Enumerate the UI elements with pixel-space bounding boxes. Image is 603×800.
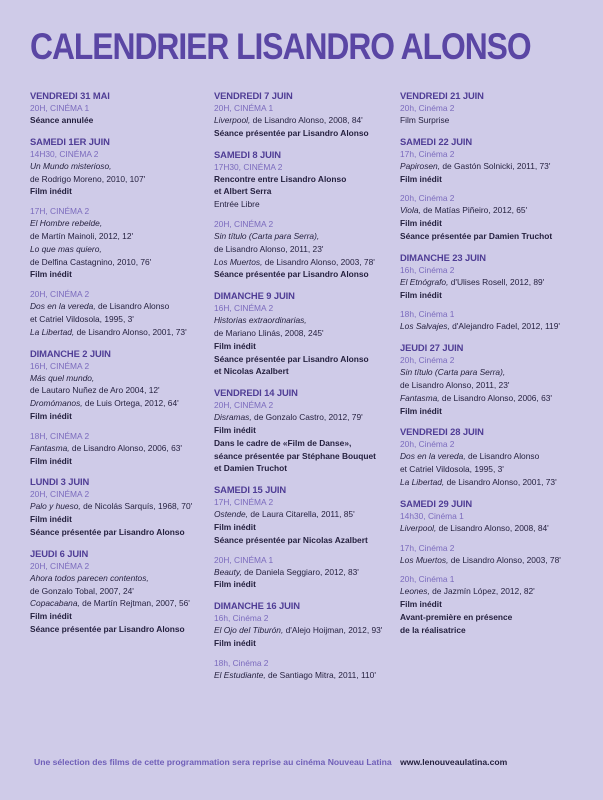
screening-time: 16H, CINÉMA 2	[30, 360, 90, 371]
website-link[interactable]: www.lenouveaulatina.com	[400, 757, 508, 767]
film-line	[30, 326, 220, 339]
film-title: Sin título (Carta para Serra),	[214, 230, 320, 241]
day-block	[400, 252, 590, 333]
film-line	[400, 160, 590, 173]
film-line	[30, 217, 220, 230]
film-title: Leones,	[400, 586, 430, 597]
film-credits: de Lisandro Alonso, 2006, 63'	[439, 392, 552, 403]
film-credits: de Lisandro Alonso, 2006, 63'	[69, 442, 182, 453]
film-title: Dos en la vereda,	[30, 301, 96, 312]
screening	[214, 399, 404, 475]
screening	[30, 205, 220, 281]
film-line	[30, 397, 220, 410]
screening-time: 20h, Cinéma 2	[400, 103, 455, 113]
screening-note: Séance présentée par Lisandro Alonso	[214, 353, 369, 364]
film-line	[214, 198, 404, 211]
film-line	[30, 585, 220, 598]
screening-note: Film inédit	[400, 173, 442, 184]
screening	[400, 102, 590, 127]
day-heading: VENDREDI 7 JUIN	[214, 90, 293, 101]
screening	[30, 102, 220, 127]
film-title: Lo que mas quiero,	[30, 243, 102, 254]
film-line	[30, 256, 220, 269]
day-heading: LUNDI 3 JUIN	[30, 476, 90, 488]
film-line	[214, 230, 404, 243]
screening-note: Film inédit	[214, 340, 256, 351]
screening-note: Film inédit	[30, 611, 72, 622]
day-block	[214, 600, 404, 681]
film-credits: de Luis Ortega, 2012, 64'	[82, 398, 179, 409]
calendar-column-1	[30, 90, 220, 645]
film-line	[400, 476, 590, 489]
film-title: Liverpool,	[400, 522, 437, 533]
screening-note: Film inédit	[400, 218, 442, 229]
film-credits: de Jazmín López, 2012, 82'	[429, 586, 535, 597]
film-line	[400, 450, 590, 463]
film-line	[30, 243, 220, 256]
screening-note: de la réalisatrice	[400, 624, 466, 635]
film-line	[400, 204, 590, 217]
day-block	[400, 136, 590, 243]
film-title: Dos en la vereda,	[400, 451, 466, 462]
screening-time: 18h, Cinéma 2	[214, 657, 269, 668]
film-credits: de Nicolás Sarquís, 1968, 70'	[80, 501, 193, 512]
screening-note: Séance présentée par Damien Truchot	[400, 230, 553, 241]
screening-time: 20H, CINÉMA 2	[30, 489, 90, 500]
screening-time: 20h, Cinéma 2	[400, 193, 455, 204]
film-credits: de Lisandro Alonso, 2001, 73'	[444, 476, 557, 487]
screening-time: 20H, CINÉMA 2	[214, 400, 274, 411]
film-title: El Etnógrafo,	[400, 276, 449, 287]
film-line	[400, 522, 590, 535]
day-block	[30, 136, 220, 339]
screening-note: Film inédit	[214, 521, 256, 532]
film-title: Ahora todos parecen contentos,	[30, 572, 149, 583]
screening-time: 17h, Cinéma 2	[400, 148, 455, 159]
film-line	[400, 366, 590, 379]
screening-time: 16H, CINÉMA 2	[214, 303, 274, 314]
screening	[30, 288, 220, 338]
screening-note: Film inédit	[30, 410, 72, 421]
screening-time: 17H, CINÉMA 2	[214, 497, 274, 508]
film-line	[30, 442, 220, 455]
film-title: La Libertad,	[400, 476, 445, 487]
day-heading: VENDREDI 21 JUIN	[400, 90, 484, 101]
screening	[400, 264, 590, 302]
film-credits: de Laura Citarella, 2011, 85'	[248, 509, 355, 520]
screening	[30, 148, 220, 198]
screening	[214, 612, 404, 650]
film-title: Fantasma,	[400, 392, 440, 403]
screening-time: 16h, Cinéma 2	[400, 264, 455, 275]
screening-time: 14h30, Cinéma 1	[400, 510, 464, 521]
screening-time: 20H, CINÉMA 2	[214, 218, 274, 229]
day-block	[400, 426, 590, 488]
screening-note: Film inédit	[30, 514, 72, 525]
screening	[214, 302, 404, 378]
film-title: Dromómanos,	[30, 398, 83, 409]
screening-time: 16h, Cinéma 2	[214, 613, 269, 624]
film-credits: Entrée Libre	[214, 199, 260, 210]
screening-time: 17H, CINÉMA 2	[30, 206, 90, 217]
film-credits: et Catriel Vildosola, 1995, 3'	[30, 313, 134, 324]
film-line	[214, 566, 404, 579]
film-line	[214, 669, 404, 682]
film-line	[30, 500, 220, 513]
screening-note: et Nicolas Azalbert	[214, 366, 289, 377]
screening-note: Séance présentée par Lisandro Alonso	[214, 127, 369, 138]
day-block	[214, 484, 404, 591]
screening-note: et Damien Truchot	[214, 463, 288, 474]
film-line	[400, 392, 590, 405]
film-title: Beauty,	[214, 566, 242, 577]
screening	[400, 438, 590, 488]
day-heading: DIMANCHE 16 JUIN	[214, 600, 300, 612]
day-block	[214, 290, 404, 378]
screening	[214, 496, 404, 546]
day-block	[30, 548, 220, 636]
screening	[30, 430, 220, 468]
screening-note: et Albert Serra	[214, 186, 272, 197]
film-line	[214, 243, 404, 256]
day-heading: DIMANCHE 23 JUIN	[400, 251, 486, 263]
day-block	[30, 348, 220, 468]
film-credits: de Matías Piñeiro, 2012, 65'	[420, 205, 528, 216]
screening-time: 20H, CINÉMA 2	[30, 560, 90, 571]
film-title: Fantasma,	[30, 442, 70, 453]
day-heading: SAMEDI 29 JUIN	[400, 497, 473, 509]
film-title: Sin título (Carta para Serra),	[400, 367, 506, 378]
screening	[214, 102, 404, 140]
film-line	[400, 554, 590, 567]
film-line	[214, 508, 404, 521]
screening-note: séance présentée par Stéphane Bouquet	[214, 450, 376, 461]
footer	[34, 757, 507, 767]
calendar-column-3	[400, 90, 590, 646]
screening-time: 20h, Cinéma 2	[400, 355, 455, 366]
screening	[400, 573, 590, 636]
film-title: Historias extraordinarias,	[214, 315, 307, 326]
day-block	[214, 90, 404, 140]
screening-note: Séance présentée par Lisandro Alonso	[30, 526, 185, 537]
screening-note: Film inédit	[214, 637, 256, 648]
screening-note: Avant-première en présence	[400, 611, 513, 622]
film-line	[400, 463, 590, 476]
film-title: Los Muertos,	[214, 256, 263, 267]
screening-time: 20H, CINÉMA 1	[214, 554, 274, 565]
day-heading: VENDREDI 14 JUIN	[214, 387, 298, 399]
screening-time: 17h, Cinéma 2	[400, 542, 455, 553]
screening-note: Séance présentée par Nicolas Azalbert	[214, 534, 368, 545]
film-credits: de Lisandro Alonso, 2011, 23'	[400, 379, 510, 390]
film-line	[30, 230, 220, 243]
film-line	[30, 300, 220, 313]
film-title: Más quel mundo,	[30, 372, 95, 383]
day-block	[214, 149, 404, 282]
day-heading: JEUDI 6 JUIN	[30, 547, 89, 559]
film-title: El Estudiante,	[214, 669, 266, 680]
screening-time: 20H, CINÉMA 1	[214, 103, 274, 113]
film-title: El Ojo del Tiburón,	[214, 625, 284, 636]
film-line	[214, 327, 404, 340]
screening-note: Film inédit	[400, 289, 442, 300]
screening-time: 18h, Cinéma 1	[400, 309, 455, 320]
film-credits: de Mariano Llinás, 2008, 245'	[214, 327, 324, 338]
film-line	[214, 256, 404, 269]
day-heading: DIMANCHE 2 JUIN	[30, 347, 111, 359]
day-block	[400, 90, 590, 127]
film-line	[30, 173, 220, 186]
film-credits: de Rodrigo Moreno, 2010, 107'	[30, 173, 146, 184]
film-line	[400, 276, 590, 289]
screening-note: Séance présentée par Lisandro Alonso	[30, 623, 185, 634]
screening-note: Film inédit	[30, 455, 72, 466]
film-credits: d'Ulises Rosell, 2012, 89'	[448, 276, 545, 287]
film-credits: de Lisandro Alonso, 2008, 84'	[436, 522, 549, 533]
screening-note: Film inédit	[30, 186, 72, 197]
film-line	[30, 160, 220, 173]
film-line	[30, 597, 220, 610]
screening-note: Séance présentée par Lisandro Alonso	[214, 269, 369, 280]
screening	[30, 488, 220, 538]
film-title: Los Muertos,	[400, 554, 449, 565]
screening-time: 20H, CINÉMA 1	[30, 103, 90, 113]
screening-note: Film inédit	[214, 579, 256, 590]
film-credits: de Lisandro Alonso	[465, 451, 540, 462]
film-credits: de Lisandro Alonso, 2001, 73'	[74, 326, 187, 337]
film-credits: d'Alejo Hoijman, 2012, 93'	[283, 625, 383, 636]
screening-note: Film inédit	[30, 269, 72, 280]
screening	[400, 542, 590, 567]
screening	[400, 354, 590, 417]
day-heading: DIMANCHE 9 JUIN	[214, 290, 295, 302]
screening	[214, 161, 404, 211]
screening-time: 20h, Cinéma 1	[400, 574, 455, 585]
day-heading: VENDREDI 31 MAI	[30, 90, 110, 101]
film-line	[30, 384, 220, 397]
screening-time: 18H, CINÉMA 2	[30, 430, 90, 441]
day-heading: VENDREDI 28 JUIN	[400, 426, 484, 438]
film-credits: de Lisandro Alonso, 2008, 84'	[250, 115, 363, 125]
film-title: Los Salvajes,	[400, 321, 450, 332]
calendar-column-2	[214, 90, 404, 691]
film-line	[400, 585, 590, 598]
day-block	[400, 342, 590, 417]
film-credits: de Gonzalo Tobal, 2007, 24'	[30, 585, 134, 596]
page-title: CALENDRIER LISANDRO ALONSO	[30, 26, 531, 67]
film-title: Palo y hueso,	[30, 501, 81, 512]
screening	[400, 192, 590, 242]
film-credits: de Gonzalo Castro, 2012, 79'	[251, 412, 363, 423]
film-credits: de Lisandro Alonso	[95, 301, 170, 312]
day-heading: SAMEDI 22 JUIN	[400, 135, 473, 147]
film-credits: Film Surprise	[400, 115, 450, 125]
screening	[400, 510, 590, 535]
film-credits: de Martín Mainoli, 2012, 12'	[30, 230, 134, 241]
day-block	[400, 498, 590, 637]
screening	[214, 218, 404, 281]
day-heading: JEUDI 27 JUIN	[400, 342, 464, 354]
screening-note: Rencontre entre Lisandro Alonso	[214, 173, 347, 184]
film-credits: de Lisandro Alonso, 2003, 78'	[262, 256, 375, 267]
film-credits: de Delfina Castagnino, 2010, 76'	[30, 256, 152, 267]
film-line	[214, 114, 404, 127]
day-heading: SAMEDI 1ER JUIN	[30, 135, 110, 147]
film-credits: de Lisandro Alonso, 2011, 23'	[214, 243, 324, 254]
day-block	[30, 90, 220, 127]
film-title: Copacabana,	[30, 598, 80, 609]
screening-note: Film inédit	[400, 405, 442, 416]
film-line	[214, 411, 404, 424]
film-credits: d'Alejandro Fadel, 2012, 119'	[449, 321, 560, 332]
day-block	[30, 476, 220, 538]
screening-time: 14H30, CINÉMA 2	[30, 148, 99, 159]
screening-time: 20H, CINÉMA 2	[30, 289, 90, 300]
screening	[30, 360, 220, 423]
film-credits: de Lautaro Nuñez de Aro 2004, 12'	[30, 385, 160, 396]
film-line	[30, 313, 220, 326]
screening	[400, 308, 590, 333]
film-credits: de Gastón Solnicki, 2011, 73'	[440, 160, 551, 171]
screening-note: Séance annulée	[30, 115, 94, 125]
film-title: La Libertad,	[30, 326, 75, 337]
film-title: Ostende,	[214, 509, 248, 520]
film-line	[30, 372, 220, 385]
film-credits: de Santiago Mitra, 2011, 110'	[265, 669, 376, 680]
day-block	[214, 387, 404, 475]
day-heading: SAMEDI 15 JUIN	[214, 484, 287, 496]
film-line	[214, 314, 404, 327]
screening	[214, 657, 404, 682]
film-title: Un Mundo misterioso,	[30, 160, 112, 171]
film-line	[400, 114, 590, 127]
film-title: Papirosen,	[400, 160, 441, 171]
screening-note: Film inédit	[400, 599, 442, 610]
day-heading: SAMEDI 8 JUIN	[214, 148, 281, 160]
film-credits: de Daniela Seggiaro, 2012, 83'	[241, 566, 359, 577]
film-credits: de Martín Rejtman, 2007, 56'	[79, 598, 190, 609]
film-title: El Hombre rebelde,	[30, 218, 103, 229]
screening	[400, 148, 590, 186]
footer-text: Une sélection des films de cette programmation sera reprise au cinéma Nouveau Latina	[34, 757, 392, 767]
film-title: Liverpool,	[214, 115, 251, 125]
film-title: Viola,	[400, 205, 421, 216]
screening	[30, 560, 220, 636]
film-title: Disramas,	[214, 412, 252, 423]
screening	[214, 554, 404, 592]
film-line	[214, 624, 404, 637]
film-credits: et Catriel Vildosola, 1995, 3'	[400, 464, 504, 475]
screening-note: Dans le cadre de «Film de Danse»,	[214, 437, 352, 448]
screening-time: 17H30, CINÉMA 2	[214, 161, 283, 172]
film-line	[30, 572, 220, 585]
screening-note: Film inédit	[214, 424, 256, 435]
film-line	[400, 379, 590, 392]
film-line	[400, 320, 590, 333]
screening-time: 20h, Cinéma 2	[400, 439, 455, 450]
film-credits: de Lisandro Alonso, 2003, 78'	[448, 554, 561, 565]
